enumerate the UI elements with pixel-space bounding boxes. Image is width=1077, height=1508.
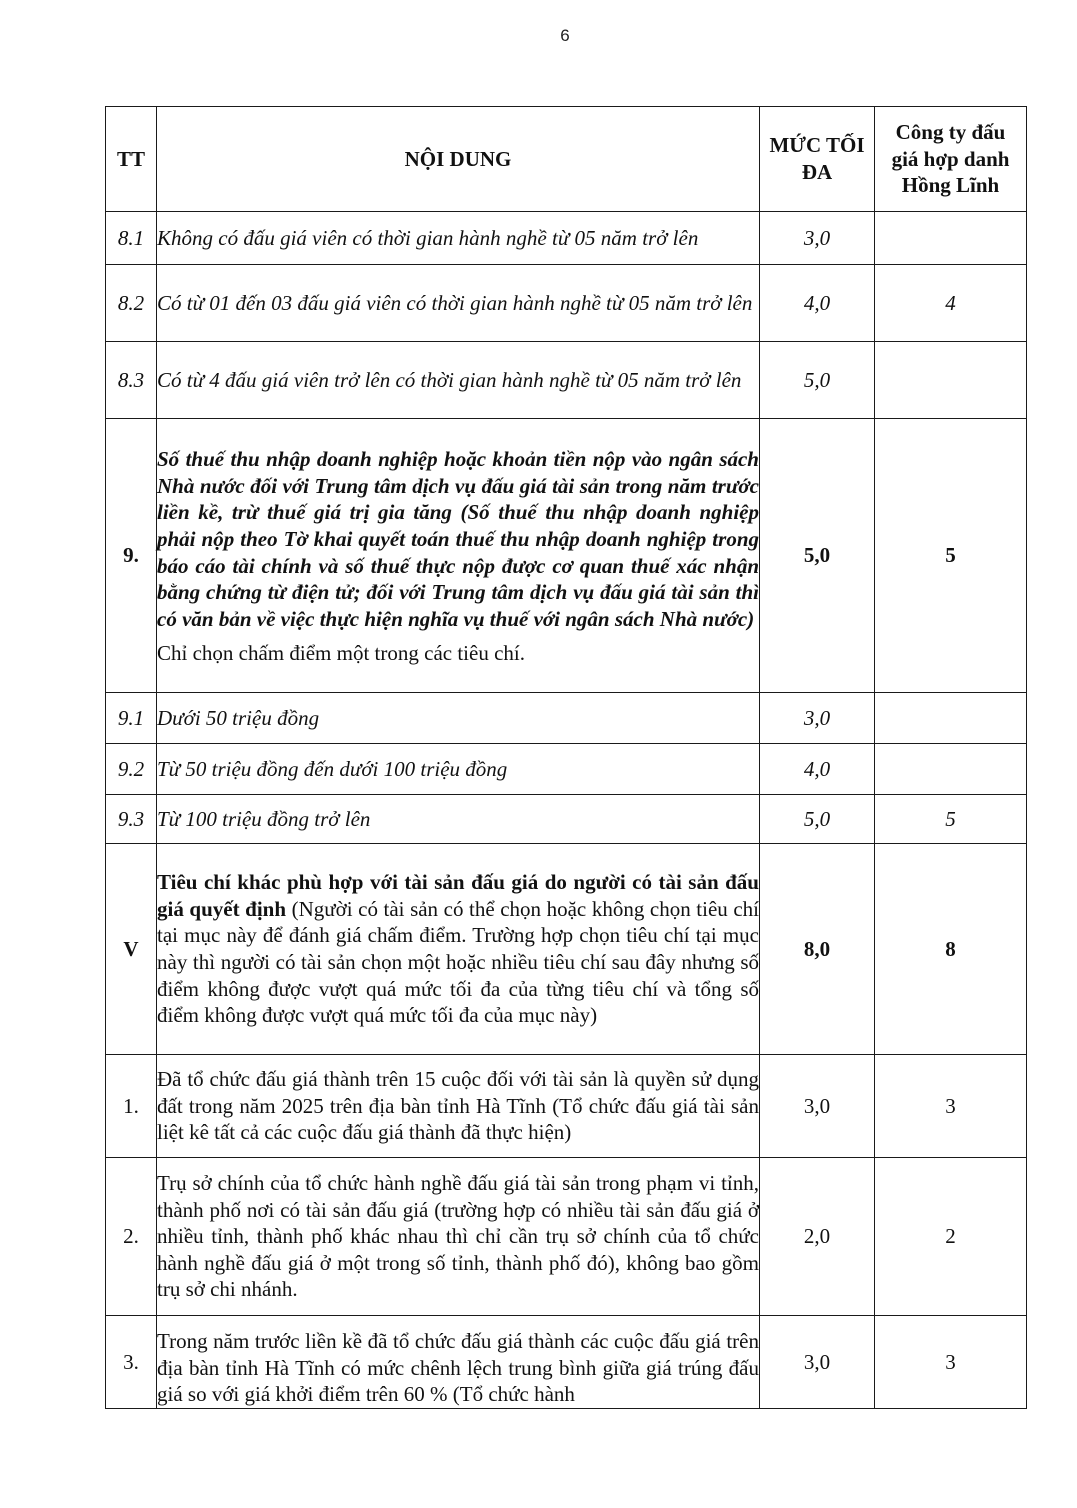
row-content: Trụ sở chính của tổ chức hành nghề đấu giá tài sản trong phạm vi tỉnh, thành phố nơi có tài sản đấu giá (trường hợp có nhiều tài sản đấu giá ở nhiều tỉnh, thành phố khác nhau thì chỉ cần trụ sở chính của tổ chức hành nghề đấu giá ở một trong số tỉnh, thành phố đó), không bao gồm trụ sở chi nhánh. — [157, 1158, 760, 1316]
row-tt: V — [106, 844, 157, 1055]
page-number: 6 — [560, 26, 570, 45]
row-max-score: 8,0 — [760, 844, 875, 1055]
header-tt: TT — [106, 107, 157, 212]
row-tt: 8.1 — [106, 212, 157, 265]
header-content: NỘI DUNG — [157, 107, 760, 212]
row-content — [157, 844, 760, 1055]
row-company-score: 5 — [875, 419, 1027, 693]
row-max-score: 5,0 — [760, 342, 875, 419]
row-content: Từ 100 triệu đồng trở lên — [157, 795, 760, 844]
row-content: Đã tổ chức đấu giá thành trên 15 cuộc đối với tài sản là quyền sử dụng đất trong năm 2025 trên địa bàn tỉnh Hà Tĩnh (Tổ chức đấu giá tài sản liệt kê tất cả các cuộc đấu giá thành đã thực hiện) — [157, 1055, 760, 1158]
row-company-score — [875, 212, 1027, 265]
row-tt: 9.2 — [106, 744, 157, 795]
row-content: Có từ 4 đấu giá viên trở lên có thời gian hành nghề từ 05 năm trở lên — [157, 342, 760, 419]
row-max-score: 4,0 — [760, 744, 875, 795]
row-company-score — [875, 744, 1027, 795]
table-row — [106, 744, 1027, 795]
row-tt: 8.3 — [106, 342, 157, 419]
row-company-score: 3 — [875, 1316, 1027, 1409]
table-row — [106, 1055, 1027, 1158]
table-row — [106, 1316, 1027, 1409]
table-header-row — [106, 107, 1027, 212]
row-content: Dưới 50 triệu đồng — [157, 693, 760, 744]
row-content-heading: Tiêu chí khác phù hợp với tài sản đấu giá do người có tài sản đấu giá quyết định — [157, 870, 759, 921]
row-max-score: 3,0 — [760, 1316, 875, 1409]
table-row — [106, 342, 1027, 419]
row-tt: 2. — [106, 1158, 157, 1316]
table-row — [106, 1158, 1027, 1316]
row-content: Trong năm trước liền kề đã tổ chức đấu giá thành các cuộc đấu giá trên địa bàn tỉnh Hà Tĩnh có mức chênh lệch trung bình giữa giá trúng đấu giá so với giá khởi điểm trên 60 % (Tổ chức hành — [157, 1316, 760, 1409]
row-tt: 9.3 — [106, 795, 157, 844]
row-tt: 9.1 — [106, 693, 157, 744]
row-content: Từ 50 triệu đồng đến dưới 100 triệu đồng — [157, 744, 760, 795]
row-max-score: 5,0 — [760, 419, 875, 693]
table-row — [106, 212, 1027, 265]
header-company: Công ty đấu giá hợp danh Hồng Lĩnh — [875, 107, 1027, 212]
row-max-score: 5,0 — [760, 795, 875, 844]
row-content-main: Số thuế thu nhập doanh nghiệp hoặc khoản tiền nộp vào ngân sách Nhà nước đối với Trung tâm dịch vụ đấu giá tài sản trong năm trước liền kề, trừ thuế giá trị gia tăng (Số thuế thu nhập doanh nghiệp phải nộp theo Tờ khai quyết toán thuế thu nhập doanh nghiệp trong báo cáo tài chính và số thuế thực nộp được cơ quan thuế xác nhận bằng chứng từ điện tử; đối với Trung tâm dịch vụ đấu giá tài sản thì có văn bản về việc thực hiện nghĩa vụ thuế với ngân sách Nhà nước) — [157, 447, 759, 631]
row-tt: 8.2 — [106, 265, 157, 342]
table-row — [106, 265, 1027, 342]
row-company-score: 4 — [875, 265, 1027, 342]
table-row — [106, 419, 1027, 693]
row-max-score: 3,0 — [760, 1055, 875, 1158]
row-max-score: 2,0 — [760, 1158, 875, 1316]
row-content — [157, 419, 760, 693]
row-company-score: 3 — [875, 1055, 1027, 1158]
scoring-table — [105, 106, 1027, 1409]
row-company-score: 5 — [875, 795, 1027, 844]
row-max-score: 4,0 — [760, 265, 875, 342]
table-row — [106, 795, 1027, 844]
row-max-score: 3,0 — [760, 693, 875, 744]
row-tt: 3. — [106, 1316, 157, 1409]
row-company-score — [875, 342, 1027, 419]
row-company-score: 2 — [875, 1158, 1027, 1316]
row-max-score: 3,0 — [760, 212, 875, 265]
header-max-score: MỨC TỐI ĐA — [760, 107, 875, 212]
row-tt: 1. — [106, 1055, 157, 1158]
row-company-score — [875, 693, 1027, 744]
row-content-note: Chỉ chọn chấm điểm một trong các tiêu chí. — [157, 641, 525, 666]
row-company-score: 8 — [875, 844, 1027, 1055]
row-tt: 9. — [106, 419, 157, 693]
table-row — [106, 844, 1027, 1055]
table-row — [106, 693, 1027, 744]
row-content: Không có đấu giá viên có thời gian hành nghề từ 05 năm trở lên — [157, 212, 760, 265]
row-content: Có từ 01 đến 03 đấu giá viên có thời gian hành nghề từ 05 năm trở lên — [157, 265, 760, 342]
row-content-body: (Người có tài sản có thể chọn hoặc không chọn tiêu chí tại mục này để đánh giá chấm điểm. Trường hợp chọn tiêu chí tại mục này thì người có tài sản chọn một hoặc nhiều tiêu chí sau đây nhưng số điểm không được vượt quá mức tối đa của từng tiêu chí và tổng số điểm không được vượt quá mức tối đa của mục này) — [157, 896, 759, 1028]
